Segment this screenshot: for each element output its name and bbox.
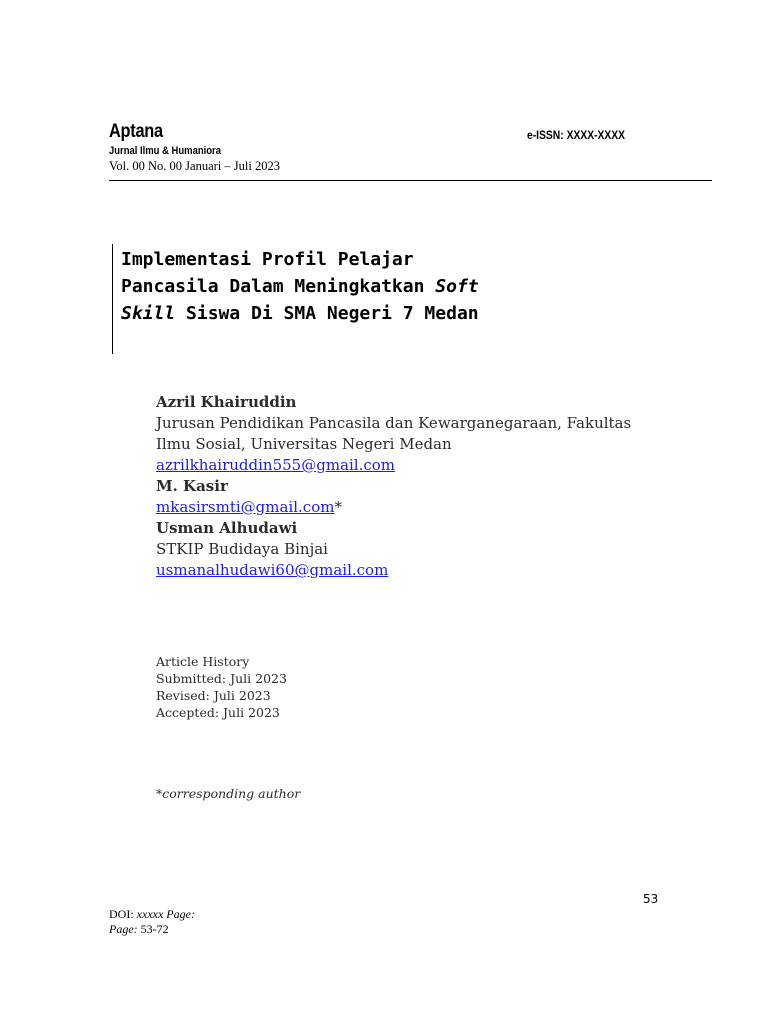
issn-label: e-ISSN: XXXX-XXXX <box>527 128 626 142</box>
doi-line <box>109 907 195 922</box>
author-affiliation: Jurusan Pendidikan Pancasila dan Kewarganegaraan, Fakultas <box>156 414 632 432</box>
article-history <box>156 653 287 721</box>
corresponding-author-note: *corresponding author <box>156 786 301 801</box>
author-list <box>156 392 696 581</box>
author-affiliation: STKIP Budidaya Binjai <box>156 540 328 558</box>
author-name: Usman Alhudawi <box>156 519 298 537</box>
doi-value: xxxxx Page: <box>136 907 195 921</box>
author-name: Azril Khairuddin <box>156 393 297 411</box>
title-line-2: Pancasila Dalam Meningkatkan <box>121 276 436 297</box>
title-line-3: Siswa Di SMA Negeri 7 Medan <box>175 303 479 324</box>
title-italic-soft: Soft <box>435 276 479 297</box>
history-accepted: Accepted: Juli 2023 <box>156 705 280 720</box>
title-accent-bar <box>112 244 113 354</box>
journal-name: Aptana <box>109 121 163 142</box>
doi-label: DOI: <box>109 907 137 921</box>
header-divider <box>109 180 712 181</box>
article-title <box>121 246 591 327</box>
author-email-link[interactable]: azrilkhairuddin555@gmail.com <box>156 456 396 474</box>
title-line-1: Implementasi Profil Pelajar <box>121 249 414 270</box>
page-range-label: Page: <box>109 922 138 936</box>
page-range-line <box>109 922 195 937</box>
history-revised: Revised: Juli 2023 <box>156 688 271 703</box>
author-email-link[interactable]: usmanalhudawi60@gmail.com <box>156 561 389 579</box>
footer <box>109 907 195 937</box>
history-submitted: Submitted: Juli 2023 <box>156 671 287 686</box>
page-range-value: 53-72 <box>137 922 169 936</box>
author-email-link[interactable]: mkasirsmti@gmail.com <box>156 498 335 516</box>
corresponding-mark: * <box>334 498 342 516</box>
author-name: M. Kasir <box>156 477 228 495</box>
journal-subtitle: Jurnal Ilmu & Humaniora <box>109 145 221 157</box>
journal-volume: Vol. 00 No. 00 Januari – Juli 2023 <box>109 159 280 173</box>
page-number: 53 <box>643 892 659 906</box>
author-affiliation: Ilmu Sosial, Universitas Negeri Medan <box>156 435 452 453</box>
title-italic-skill: Skill <box>121 303 176 324</box>
history-heading: Article History <box>156 654 250 669</box>
